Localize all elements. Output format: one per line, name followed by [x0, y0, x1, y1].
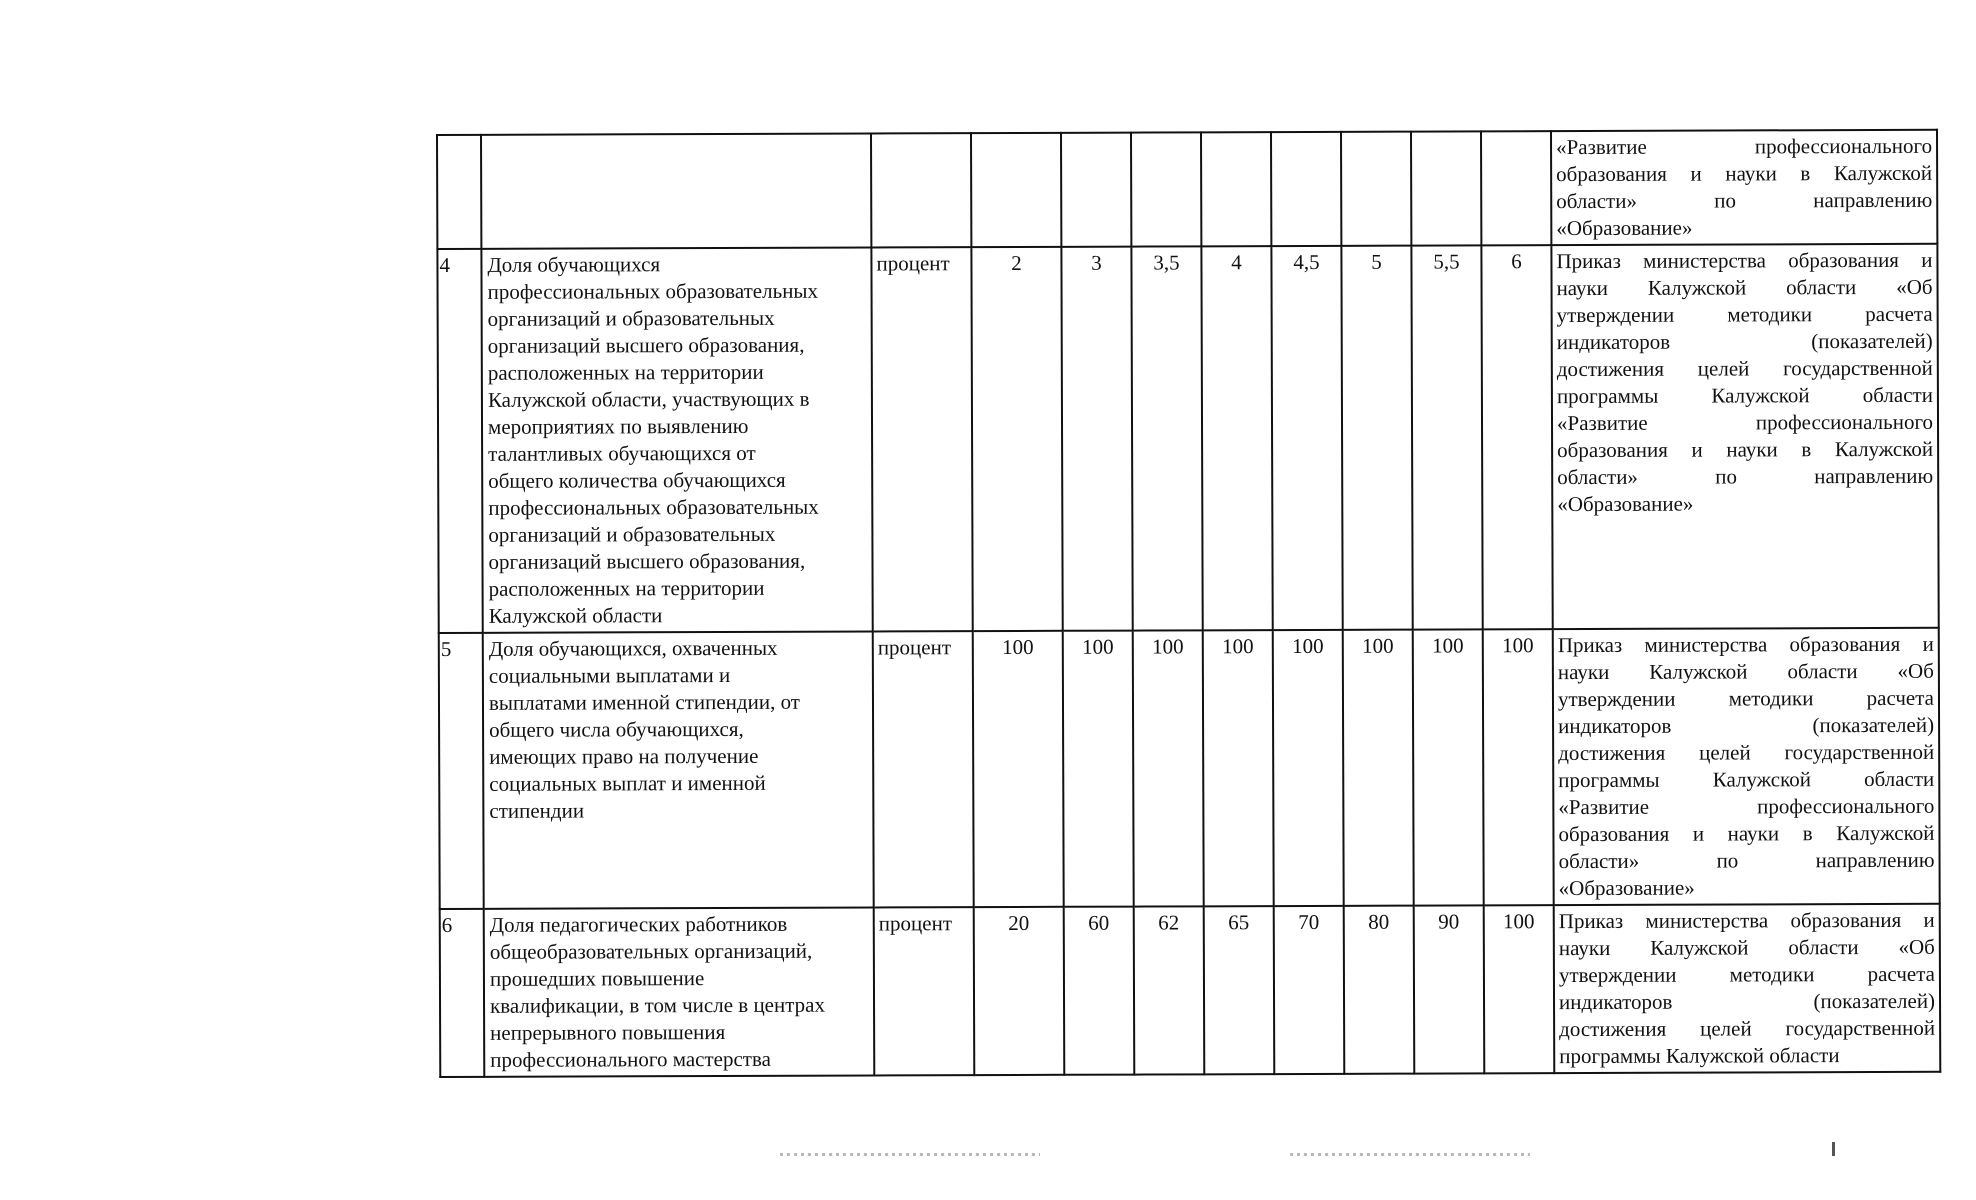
source-text-line: утверждении методики расчета — [1558, 961, 1935, 988]
indicator-text-line: организаций высшего образования, — [488, 548, 806, 574]
indicator-text-line: Калужской области, участвующих в — [487, 386, 810, 412]
table-row — [437, 130, 1937, 249]
source-text-line: образования и науки в Калужской — [1557, 436, 1934, 463]
indicator-name-cell — [484, 907, 875, 1076]
value-cell — [1271, 132, 1341, 246]
indicator-text-line: стипендии — [489, 798, 585, 823]
row-number-cell: 5 — [439, 633, 484, 909]
indicator-text-line: профессиональных образовательных — [487, 278, 819, 304]
source-text-line: образования и науки в Калужской — [1556, 160, 1933, 187]
source-text-line: «Развитие профессионального — [1556, 133, 1933, 160]
source-text-line: «Образование» — [1557, 491, 1694, 517]
source-document-cell — [1553, 628, 1940, 905]
value-cell: 2 — [971, 247, 1062, 631]
indicator-text-line: расположенных на территории — [488, 575, 765, 601]
value-cell — [1131, 132, 1201, 246]
source-text-line: Приказ министерства образования и — [1558, 907, 1935, 934]
value-cell: 4 — [1201, 246, 1272, 630]
indicator-text-line: мероприятиях по выявлению — [487, 413, 749, 439]
indicator-text-line: социальных выплат и именной — [489, 770, 766, 796]
row-number-cell — [437, 135, 481, 249]
indicator-text-line: Доля педагогических работников — [489, 911, 788, 937]
source-text-line: образования и науки в Калужской — [1558, 820, 1935, 847]
source-text-line: науки Калужской области «Об — [1558, 934, 1935, 961]
indicator-text-line: Доля обучающихся, охваченных — [488, 635, 778, 661]
indicators-table — [436, 129, 1941, 1078]
source-text-line: «Образование» — [1558, 875, 1695, 901]
indicator-text-line: организаций высшего образования, — [487, 332, 805, 358]
value-cell: 100 — [1063, 631, 1134, 907]
value-cell: 70 — [1274, 906, 1345, 1074]
value-cell: 100 — [1413, 629, 1484, 905]
source-text-line: индикаторов (показателей) — [1556, 328, 1933, 355]
unit-cell — [871, 133, 971, 247]
indicator-text-line: организаций и образовательных — [488, 521, 776, 547]
source-document-cell — [1554, 904, 1941, 1073]
value-cell: 62 — [1134, 906, 1205, 1074]
row-number-cell: 4 — [437, 249, 482, 633]
indicator-text-line: квалификации, в том числе в центрах — [490, 992, 826, 1018]
value-cell: 6 — [1481, 245, 1552, 629]
table-row — [439, 628, 1940, 909]
value-cell — [1201, 132, 1271, 246]
unit-cell: процент — [874, 907, 975, 1075]
value-cell: 100 — [973, 631, 1064, 907]
source-text-line: достижения целей государственной — [1556, 355, 1933, 382]
value-cell — [971, 133, 1061, 247]
indicator-text-line: Доля обучающихся — [487, 252, 661, 277]
value-cell: 100 — [1203, 630, 1274, 906]
source-text-line: утверждении методики расчета — [1557, 685, 1935, 712]
value-cell — [1481, 131, 1551, 245]
indicator-text-line: прошедших повышение — [489, 966, 705, 991]
value-cell: 100 — [1343, 630, 1414, 906]
indicator-text-line: имеющих право на получение — [489, 743, 759, 769]
indicator-text-line: социальными выплатами и — [488, 662, 731, 688]
value-cell: 80 — [1344, 906, 1415, 1074]
source-text-line: области» по направлению — [1558, 847, 1935, 874]
source-text-line: утверждении методики расчета — [1556, 301, 1933, 328]
value-cell: 100 — [1484, 905, 1555, 1073]
indicator-text-line: общего количества обучающихся — [488, 467, 786, 493]
source-text-line: программы Калужской области — [1559, 1043, 1840, 1069]
indicator-text-line: общего числа обучающихся, — [489, 716, 744, 742]
indicator-text-line: непрерывного повышения — [490, 1019, 726, 1045]
source-text-line: науки Калужской области «Об — [1557, 658, 1934, 685]
value-cell — [1341, 132, 1411, 246]
scan-artifact — [1290, 1153, 1530, 1156]
unit-cell: процент — [871, 247, 972, 631]
indicator-name-cell — [481, 247, 872, 632]
value-cell: 65 — [1204, 906, 1275, 1074]
indicator-name-cell — [481, 133, 871, 248]
table-row — [437, 244, 1938, 633]
value-cell: 3,5 — [1131, 246, 1202, 630]
row-number-cell: 6 — [440, 909, 485, 1077]
indicator-text-line: талантливых обучающихся от — [488, 440, 756, 466]
table-row — [440, 904, 1941, 1077]
unit-cell: процент — [873, 631, 974, 907]
source-text-line: Приказ министерства образования и — [1557, 631, 1934, 658]
value-cell: 90 — [1414, 905, 1485, 1073]
indicator-text-line: организаций и образовательных — [487, 305, 775, 331]
value-cell — [1061, 133, 1131, 247]
scan-artifact — [780, 1153, 1040, 1156]
indicator-text-line: профессиональных образовательных — [488, 494, 819, 520]
indicator-text-line: выплатами именной стипендии, от — [488, 689, 800, 715]
source-text-line: достижения целей государственной — [1558, 739, 1935, 766]
value-cell: 3 — [1061, 247, 1132, 631]
indicator-text-line: профессионального мастерства — [490, 1046, 771, 1072]
source-text-line: области» по направлению — [1557, 463, 1934, 490]
value-cell: 4,5 — [1271, 246, 1342, 630]
source-text-line: науки Калужской области «Об — [1556, 274, 1933, 301]
indicator-text-line: общеобразовательных организаций, — [489, 938, 813, 964]
value-cell: 20 — [974, 907, 1065, 1075]
source-text-line: индикаторов (показателей) — [1558, 712, 1935, 739]
source-text-line: Приказ министерства образования и — [1556, 247, 1933, 274]
value-cell: 5 — [1341, 246, 1412, 630]
source-document-cell — [1551, 130, 1937, 245]
source-text-line: программы Калужской области — [1558, 766, 1935, 793]
source-text-line: «Образование» — [1556, 215, 1693, 241]
source-text-line: области» по направлению — [1556, 187, 1933, 214]
value-cell: 100 — [1483, 629, 1554, 905]
source-text-line: индикаторов (показателей) — [1558, 988, 1936, 1015]
indicator-text-line: Калужской области — [488, 603, 663, 628]
source-document-cell — [1551, 244, 1938, 629]
indicator-text-line: расположенных на территории — [487, 359, 764, 385]
source-text-line: «Развитие профессионального — [1558, 793, 1935, 820]
value-cell: 100 — [1273, 630, 1344, 906]
value-cell: 60 — [1064, 907, 1135, 1075]
table-body — [437, 130, 1940, 1077]
source-text-line: программы Калужской области — [1556, 382, 1933, 409]
value-cell — [1411, 131, 1481, 245]
value-cell: 100 — [1133, 630, 1204, 906]
indicator-name-cell — [483, 631, 874, 908]
value-cell: 5,5 — [1411, 245, 1482, 629]
source-text-line: «Развитие профессионального — [1556, 409, 1934, 436]
source-text-line: достижения целей государственной — [1559, 1015, 1936, 1042]
scan-artifact — [1832, 1142, 1835, 1156]
